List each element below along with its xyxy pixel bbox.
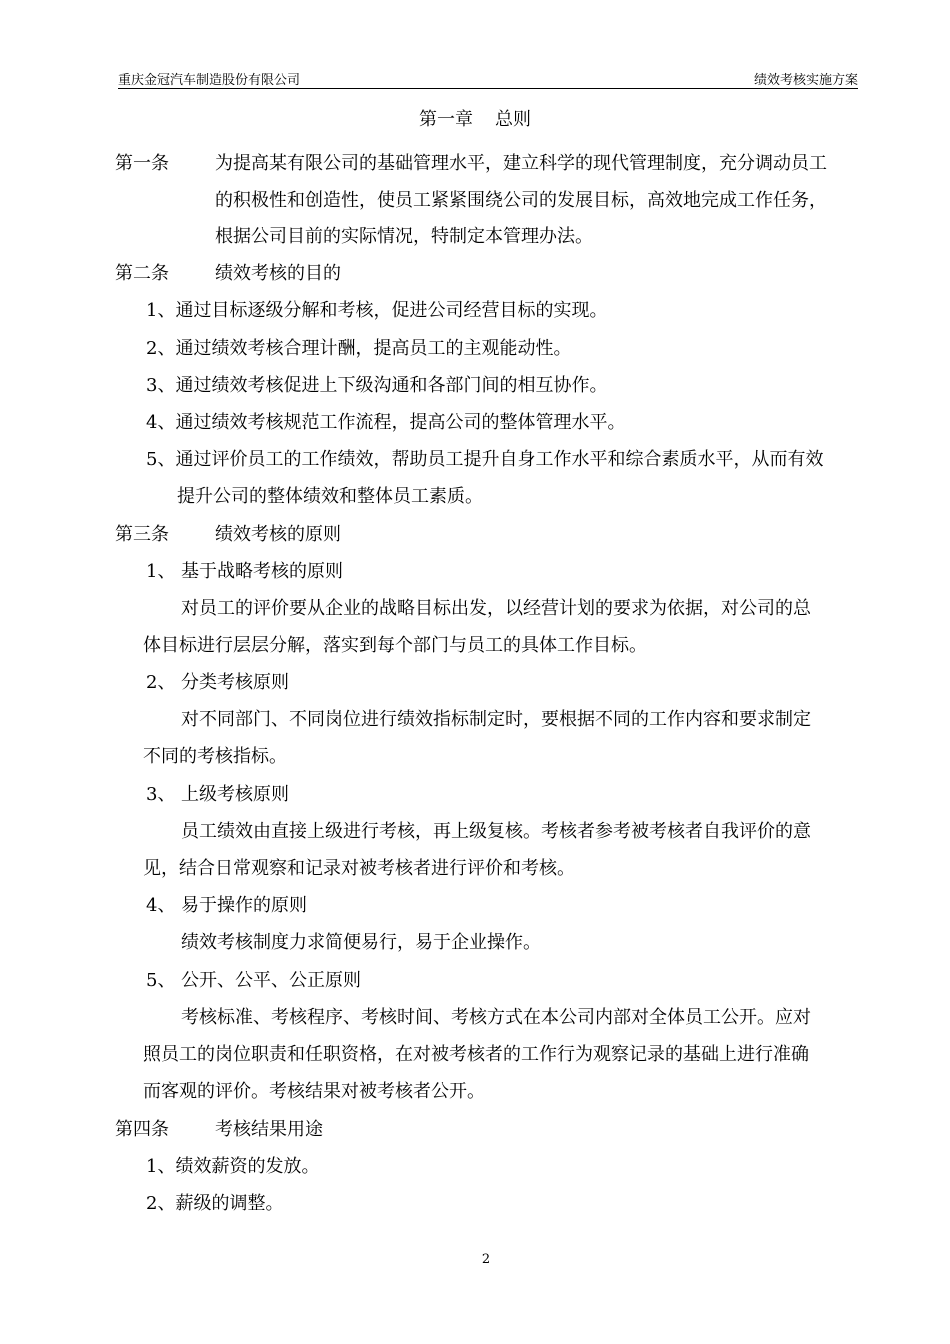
chapter-heading [0,109,950,131]
article-1-line: 根据公司目前的实际情况，特制定本管理办法。 [215,226,593,247]
chapter-number: 第一章 [419,109,473,130]
paragraph-line: 体目标进行层层分解，落实到每个部门与员工的具体工作目标。 [143,635,647,656]
principle-title: 上级考核原则 [181,784,289,805]
paragraph-line: 对员工的评价要从企业的战略目标出发，以经营计划的要求为依据，对公司的总 [181,598,811,619]
page-header [118,66,858,89]
article-1-label: 第一条 [115,153,169,174]
paragraph-line: 考核标准、考核程序、考核时间、考核方式在本公司内部对全体员工公开。应对 [181,1007,811,1028]
paragraph-line: 照员工的岗位职责和任职资格，在对被考核者的工作行为观察记录的基础上进行准确 [143,1044,809,1065]
principle-number: 3、 [146,784,176,805]
article-3-label: 第三条 [115,524,169,545]
list-item: 4、通过绩效考核规范工作流程，提高公司的整体管理水平。 [146,412,626,433]
article-2-label: 第二条 [115,263,169,284]
principle-number: 1、 [146,561,176,582]
article-4-label: 第四条 [115,1119,169,1140]
principle-title: 分类考核原则 [181,672,289,693]
list-item: 2、薪级的调整。 [146,1193,284,1214]
list-item: 1、通过目标逐级分解和考核，促进公司经营目标的实现。 [146,300,608,321]
principle-title: 基于战略考核的原则 [181,561,343,582]
article-2-title: 绩效考核的目的 [215,263,341,284]
list-item: 1、绩效薪资的发放。 [146,1156,320,1177]
header-doc-title: 绩效考核实施方案 [753,73,858,88]
paragraph-line: 员工绩效由直接上级进行考核，再上级复核。考核者参考被考核者自我评价的意 [181,821,811,842]
principle-title: 公开、公平、公正原则 [181,970,361,991]
chapter-name: 总则 [495,109,531,130]
list-item: 5、通过评价员工的工作绩效，帮助员工提升自身工作水平和综合素质水平，从而有效 [146,449,824,470]
paragraph-line: 见，结合日常观察和记录对被考核者进行评价和考核。 [143,858,575,879]
principle-number: 5、 [146,970,176,991]
article-3-title: 绩效考核的原则 [215,524,341,545]
paragraph-line: 对不同部门、不同岗位进行绩效指标制定时，要根据不同的工作内容和要求制定 [181,709,811,730]
header-company: 重庆金冠汽车制造股份有限公司 [118,73,301,88]
list-item: 3、通过绩效考核促进上下级沟通和各部门间的相互协作。 [146,375,608,396]
page-number: 2 [481,1252,491,1267]
paragraph-line: 而客观的评价。考核结果对被考核者公开。 [143,1081,485,1102]
principle-title: 易于操作的原则 [181,895,307,916]
article-1-line: 的积极性和创造性，使员工紧紧围绕公司的发展目标，高效地完成工作任务， [215,190,827,211]
article-4-title: 考核结果用途 [215,1119,323,1140]
article-1-line: 为提高某有限公司的基础管理水平，建立科学的现代管理制度，充分调动员工 [215,153,827,174]
principle-number: 2、 [146,672,176,693]
list-item: 2、通过绩效考核合理计酬，提高员工的主观能动性。 [146,338,572,359]
paragraph-line: 不同的考核指标。 [143,746,287,767]
principle-number: 4、 [146,895,176,916]
paragraph-line: 绩效考核制度力求简便易行，易于企业操作。 [181,932,541,953]
list-item-continuation: 提升公司的整体绩效和整体员工素质。 [177,486,483,507]
